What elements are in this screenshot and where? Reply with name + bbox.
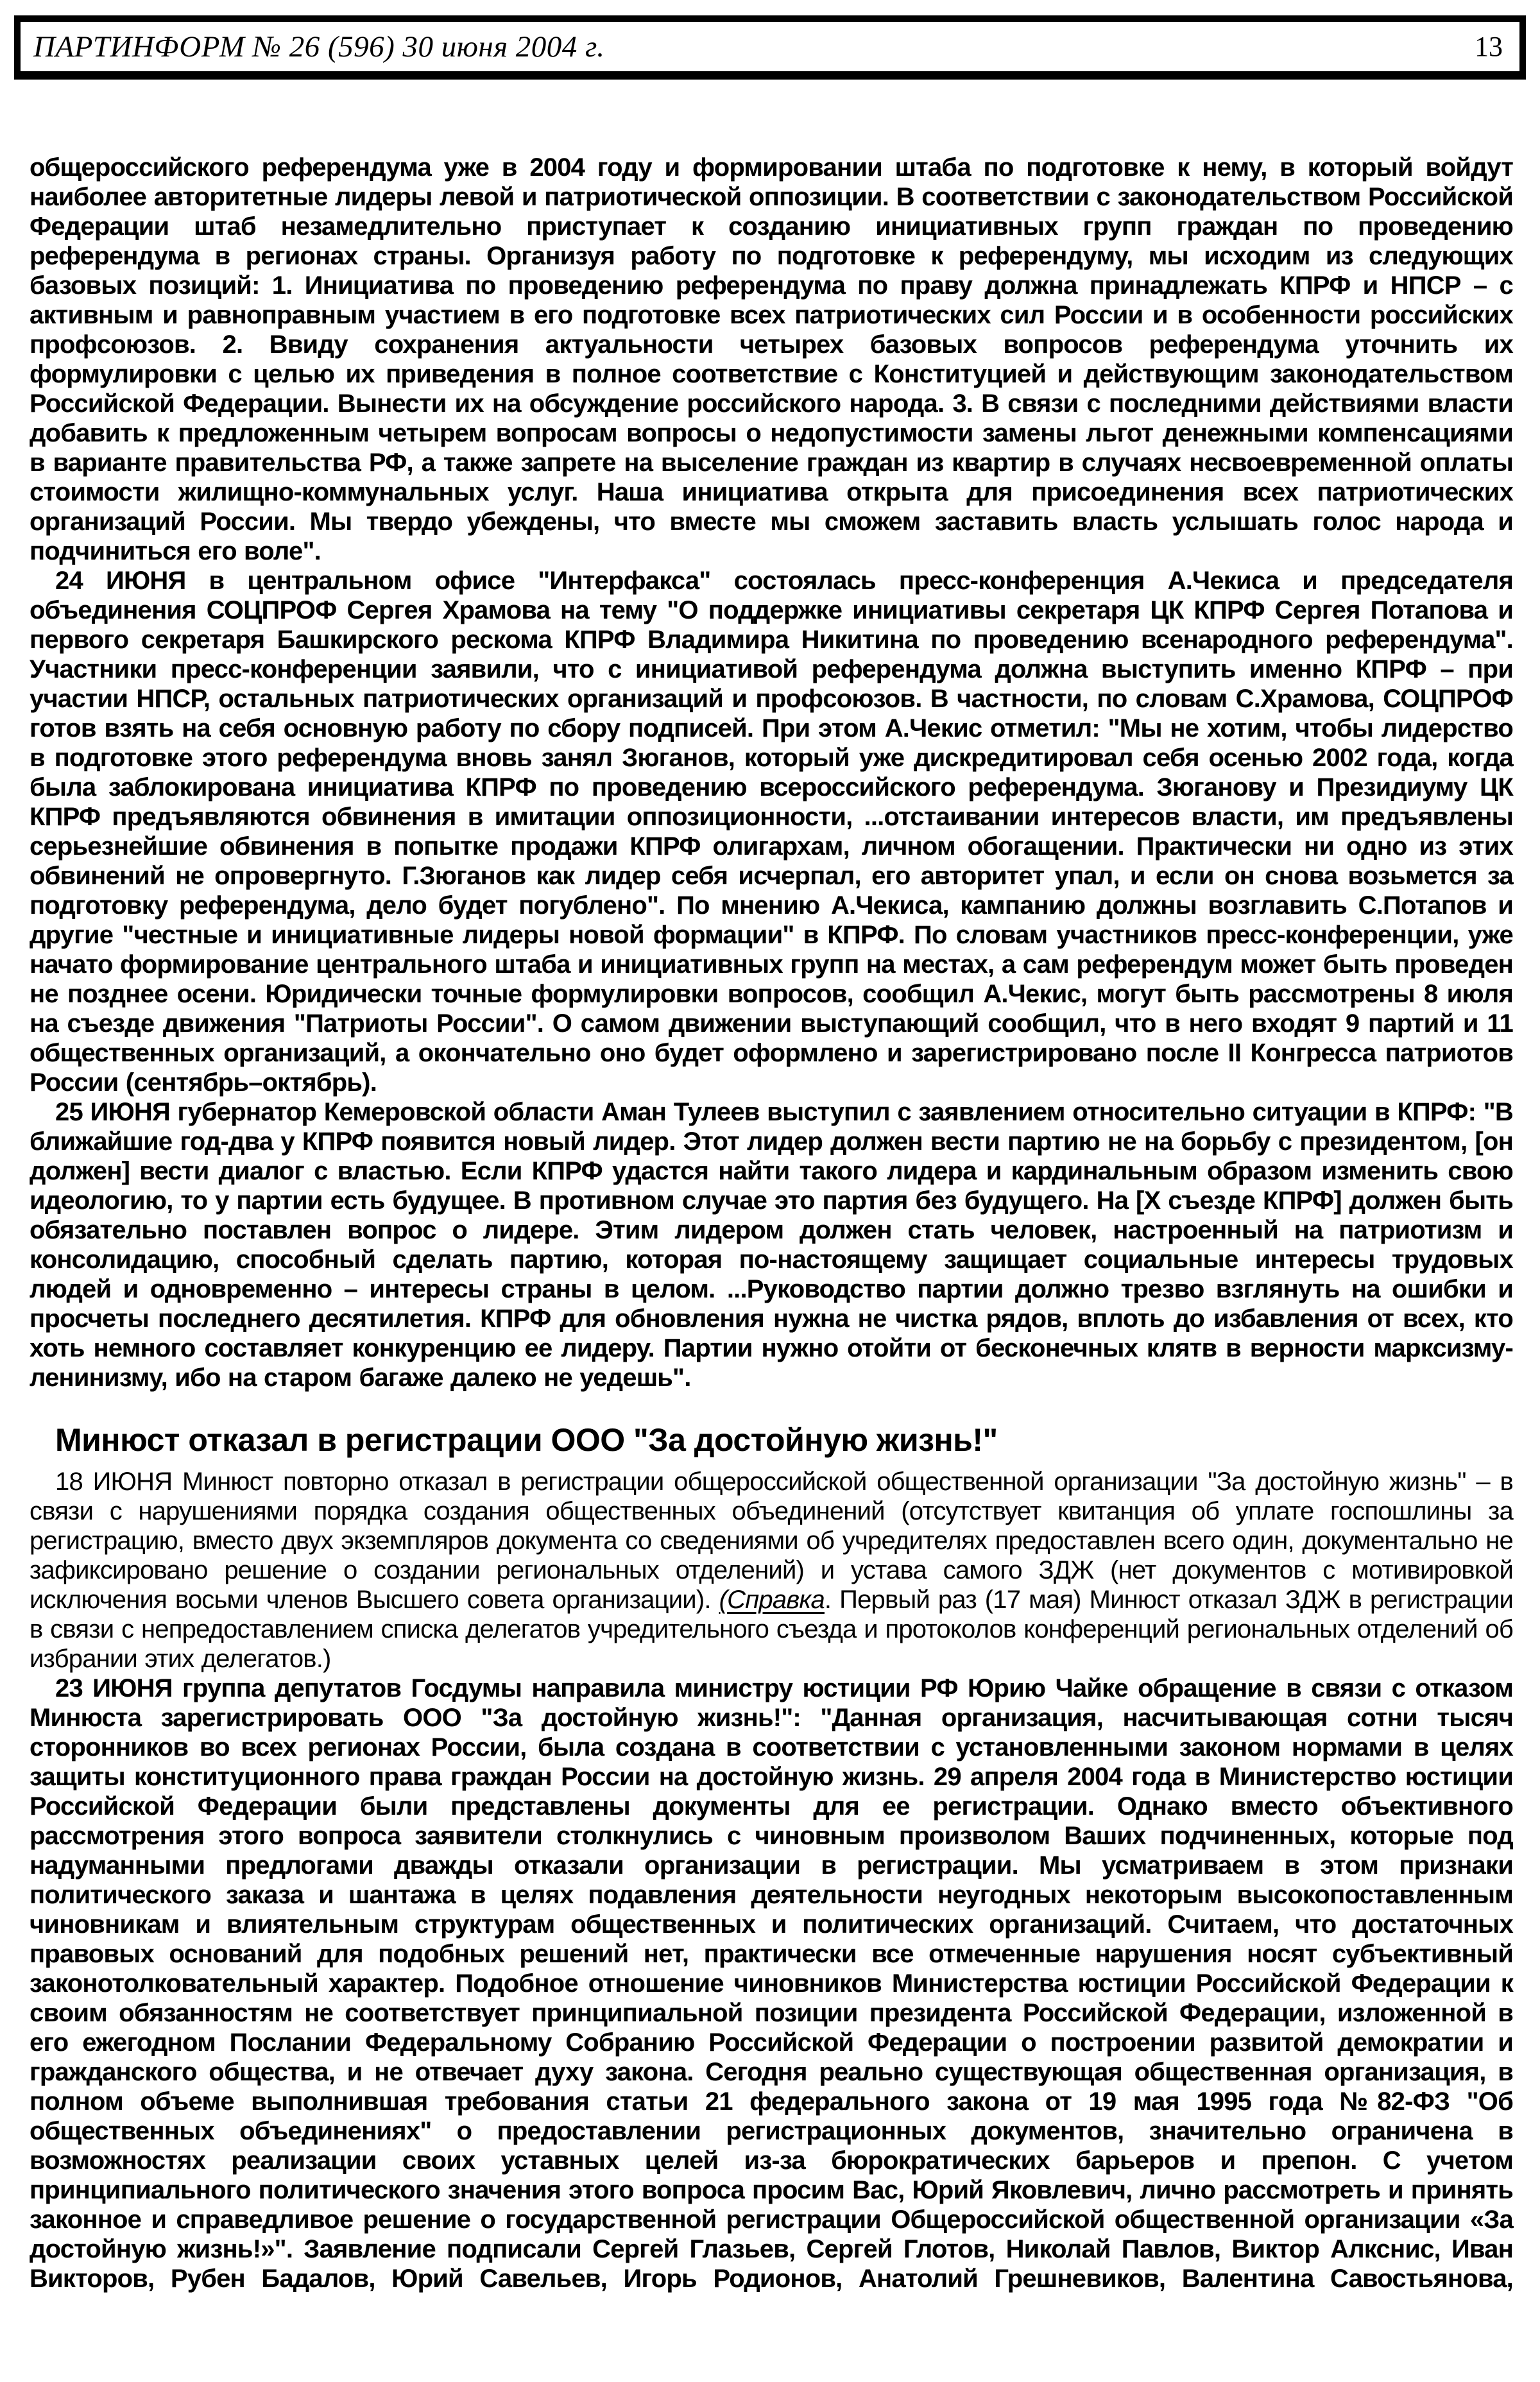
page-header <box>14 15 1526 80</box>
spravka-rest-text: . Первый раз (17 мая) Минюст отказал ЗДЖ в регистрации в связи с непредоставлением списка делегатов учредительного съезда и протоколов конференций региональных отделений об избрании этих делегатов.) <box>30 1586 1513 1673</box>
spravka-label: (Справка <box>719 1586 825 1614</box>
page-number: 13 <box>1475 31 1503 62</box>
paragraph-23-june-deputies-appeal: 23 ИЮНЯ группа депутатов Госдумы направила министру юстиции РФ Юрию Чайке обращение в связи с отказом Минюста зарегистрировать ООО "За достойную жизнь!": "Данная организация, насчитывающая сотни тысяч сторонников во всех регионах России, была создана в соответствии с установленными законом нормами в целях защиты конституционного права граждан России на достойную жизнь. 29 апреля 2004 года в Министерство юстиции Российской Федерации были представлены документы для ее регистрации. Однако вместо объективного рассмотрения этого вопроса заявители столкнулись с чиновным произволом Ваших подчиненных, которые под надуманными предлогами дважды отказали организации в регистрации. Мы усматриваем в этом признаки политического заказа и шантажа в целях подавления деятельности неугодных некоторым высокопоставленным чиновникам и влиятельным структурам общественных и политических организаций. Считаем, что достаточных правовых оснований для подобных решений нет, практически все отмеченные нарушения носят субъективный законотолковательный характер. Подобное отношение чиновников Министерства юстиции Российской Федерации к своим обязанностям не соответствует принципиальной позиции президента Российской Федерации, изложенной в его ежегодном Послании Федеральному Собранию Российской Федерации о построении развитой демократии и гражданского общества, и не отвечает духу закона. Сегодня реально существующая общественная организация, в полном объеме выполнившая требования статьи 21 федерального закона от 19 мая 1995 года №82-ФЗ "Об общественных объединениях" о предоставлении регистрационных документов, значительно ограничена в возможностях реализации своих уставных целей из-за бюрократических барьеров и препон. С учетом принципиального политического значения этого вопроса просим Вас, Юрий Яковлевич, лично рассмотреть и принять законное и справедливое решение о государственной регистрации Общероссийской общественной организации «За достойную жизнь!»". Заявление подписали Сергей Глазьев, Сергей Глотов, Николай Павлов, Виктор Алкснис, Иван Викторов, Рубен Бадалов, Юрий Савельев, Игорь Родионов, Анатолий Грешневиков, Валентина Савостьянова, <box>30 1674 1513 2293</box>
section-heading-minjust: Минюст отказал в регистрации ООО "За достойную жизнь!" <box>55 1422 998 1458</box>
newsletter-title: ПАРТИНФОРМ № 26 (596) 30 июня 2004 г. <box>33 30 605 64</box>
paragraph-18-june-minjust <box>30 1467 1513 1674</box>
paragraph-referendum-continuation: общероссийского референдума уже в 2004 году и формировании штаба по подготовке к нему, в который войдут наиболее авторитетные лидеры левой и патриотической оппозиции. В соответствии с законодательством Российской Федерации штаб незамедлительно приступает к созданию инициативных групп граждан по проведению референдума в регионах страны. Организуя работу по подготовке к референдуму, мы исходим из следующих базовых позиций: 1. Инициатива по проведению референдума по праву должна принадлежать КПРФ и НПСР – с активным и равноправным участием в его подготовке всех патриотических сил России и в особенности российских профсоюзов. 2. Ввиду сохранения актуальности четырех базовых вопросов референдума уточнить их формулировки с целью их приведения в полное соответствие с Конституцией и действующим законодательством Российской Федерации. Вынести их на обсуждение российского народа. 3. В связи с последними действиями власти добавить к предложенным четырем вопросам вопросы о недопустимости замены льгот денежными компенсациями в варианте правительства РФ, а также запрете на выселение граждан из квартир в случаях несвоевременной оплаты стоимости жилищно-коммунальных услуг. Наша инициатива открыта для присоединения всех патриотических организаций России. Мы твердо убеждены, что вместе мы сможем заставить власть услышать голос народа и подчиниться его воле". <box>30 153 1513 565</box>
paragraph-24-june-press-conference: 24 ИЮНЯ в центральном офисе "Интерфакса" состоялась пресс-конференция А.Чекиса и председателя объединения СОЦПРОФ Сергея Храмова на тему "О поддержке инициативы секретаря ЦК КПРФ Сергея Потапова и первого секретаря Башкирского рескома КПРФ Владимира Никитина по проведению всенародного референдума". Участники пресс-конференции заявили, что с инициативой референдума должна выступить именно КПРФ – при участии НПСР, остальных патриотических организаций и профсоюзов. В частности, по словам С.Храмова, СОЦПРОФ готов взять на себя основную работу по сбору подписей. При этом А.Чекис отметил: "Мы не хотим, чтобы лидерство в подготовке этого референдума вновь занял Зюганов, который уже дискредитировал себя осенью 2002 года, когда была заблокирована инициатива КПРФ по проведению всероссийского референдума. Зюганову и Президиуму ЦК КПРФ предъявляются обвинения в имитации оппозиционности, ...отстаивании интересов власти, им предъявлены серьезнейшие обвинения в попытке продажи КПРФ олигархам, личном обогащении. Практически ни одно из этих обвинений не опровергнуто. Г.Зюганов как лидер себя исчерпал, его авторитет упал, и если он снова возьмется за подготовку референдума, дело будет погублено". По мнению А.Чекиса, кампанию должны возглавить С.Потапов и другие "честные и инициативные лидеры новой формации" в КПРФ. По словам участников пресс-конференции, уже начато формирование центрального штаба и инициативных групп на местах, а сам референдум может быть проведен не позднее осени. Юридически точные формулировки вопросов, сообщил А.Чекис, могут быть рассмотрены 8 июля на съезде движения "Патриоты России". О самом движении выступающий сообщил, что в него входят 9 партий и 11 общественных организаций, а окончательно оно будет оформлено и зарегистрировано после II Конгресса патриотов России (сентябрь–октябрь). <box>30 567 1513 1097</box>
page-content <box>30 153 1513 2293</box>
paragraph-18-june-main-text: 18 ИЮНЯ Минюст повторно отказал в регистрации общероссийской общественной организации "За достойную жизнь" – в связи с нарушениями порядка создания общественных объединений (отсутствует квитанция об уплате госпошлины за регистрацию, вместо двух экземпляров документа со сведениями об учредителях предоставлен всего один, документально не зафиксировано решение о создании региональных отделений) и устава самого ЗДЖ (нет документов с мотивировкой исключения восьми членов Высшего совета организации). <box>30 1468 1513 1614</box>
paragraph-25-june-tuleev: 25 ИЮНЯ губернатор Кемеровской области Аман Тулеев выступил с заявлением относительно ситуации в КПРФ: "В ближайшие год-два у КПРФ появится новый лидер. Этот лидер должен вести партию не на борьбу с президентом, [он должен] вести диалог с властью. Если КПРФ удастся найти такого лидера и кардинальным образом изменить свою идеологию, то у партии есть будущее. В противном случае это партия без будущего. На [X съезде КПРФ] должен быть обязательно поставлен вопрос о лидере. Этим лидером должен стать человек, настроенный на патриотизм и консолидацию, способный сделать партию, которая по-настоящему защищает социальные интересы трудовых людей и одновременно – интересы страны в целом. ...Руководство партии должно трезво взглянуть на ошибки и просчеты последнего десятилетия. КПРФ для обновления нужна не чистка рядов, вплоть до избавления от всех, кто хоть немного составляет конкуренцию ее лидеру. Партии нужно отойти от бесконечных клятв в верности марксизму-ленинизму, ибо на старом багаже далеко не уедешь". <box>30 1098 1513 1392</box>
